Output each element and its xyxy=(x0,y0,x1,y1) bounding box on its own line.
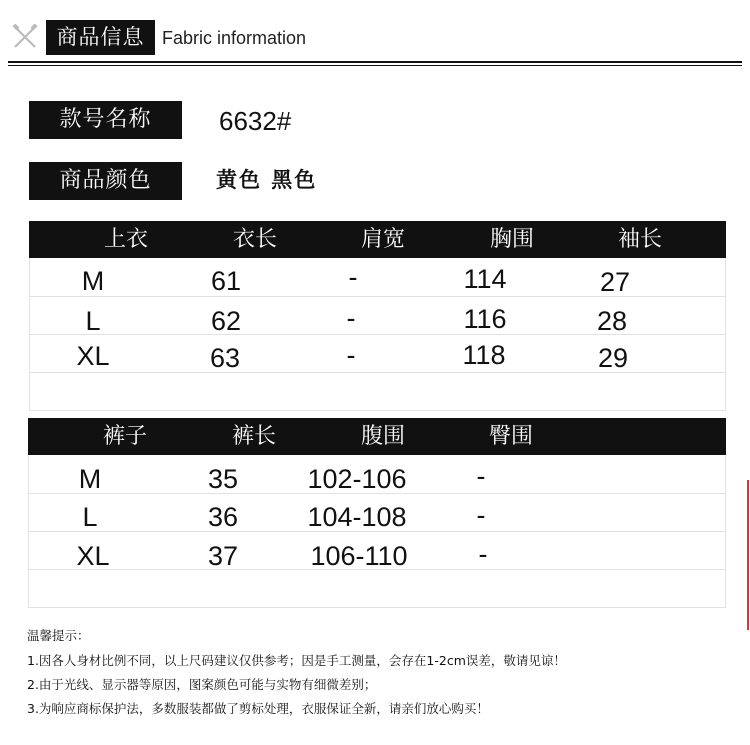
table-cell: 104-108 xyxy=(307,502,407,532)
table-cell: 35 xyxy=(207,464,239,494)
table-cell: M xyxy=(78,464,102,494)
table-cell: 61 xyxy=(210,266,242,296)
table-cell: 29 xyxy=(597,343,629,373)
header-cell: 腹围 xyxy=(360,424,405,449)
table-cell: 116 xyxy=(463,304,507,334)
header-cell: 胸围 xyxy=(489,227,534,252)
table-cell: L xyxy=(85,306,101,336)
model-label: 款号名称 xyxy=(29,101,182,139)
table-cell: L xyxy=(82,502,98,532)
note-item: 3.为响应商标保护法，多数服装都做了剪标处理，衣服保证全新，请亲们放心购买！ xyxy=(27,701,489,716)
header-cell: 上衣 xyxy=(103,227,148,252)
pants-table-header xyxy=(28,418,726,455)
table-cell: 114 xyxy=(463,264,507,294)
notes-title: 温馨提示： xyxy=(27,628,90,643)
table-cell: - xyxy=(476,461,486,491)
table-cell: 62 xyxy=(210,306,242,336)
table-cell: 102-106 xyxy=(307,464,407,494)
table-cell: 106-110 xyxy=(310,541,408,571)
color-value: 黄色 黑色 xyxy=(216,167,318,192)
table-cell: M xyxy=(81,266,105,296)
table-cell: - xyxy=(346,340,356,370)
table-cell: 63 xyxy=(209,343,241,373)
header-cell: 臀围 xyxy=(488,424,533,449)
header-cell: 裤长 xyxy=(231,424,276,449)
header-cell: 肩宽 xyxy=(360,227,405,252)
table-cell: 37 xyxy=(207,541,239,571)
top-table-header xyxy=(29,221,726,258)
header-divider-thick xyxy=(8,61,742,63)
table-cell: 118 xyxy=(462,340,506,370)
color-label: 商品颜色 xyxy=(29,162,182,200)
crossed-tools-icon xyxy=(12,24,38,50)
model-value: 6632# xyxy=(219,106,292,136)
table-cell: - xyxy=(476,500,486,530)
table-cell: - xyxy=(348,262,358,292)
header-cell: 裤子 xyxy=(102,424,147,449)
section-title-tag: 商品信息 xyxy=(46,20,155,55)
note-item: 1.因各人身材比例不同，以上尺码建议仅供参考；因是手工测量，会存在1-2cm误差，敬请见谅！ xyxy=(27,653,566,668)
section-subtitle: Fabric information xyxy=(162,28,307,48)
table-cell: XL xyxy=(76,341,110,371)
table-cell: XL xyxy=(76,541,110,571)
table-cell: 28 xyxy=(596,306,628,336)
header-cell: 袖长 xyxy=(617,227,662,252)
table-cell: - xyxy=(346,303,356,333)
note-item: 2.由于光线、显示器等原因，图案颜色可能与实物有细微差别； xyxy=(27,677,377,692)
table-cell: 27 xyxy=(599,267,631,297)
table-cell: - xyxy=(478,539,488,569)
edge-accent-line xyxy=(747,480,749,630)
table-cell: 36 xyxy=(207,502,239,532)
header-cell: 衣长 xyxy=(232,227,277,252)
header-divider-thin xyxy=(8,65,742,66)
